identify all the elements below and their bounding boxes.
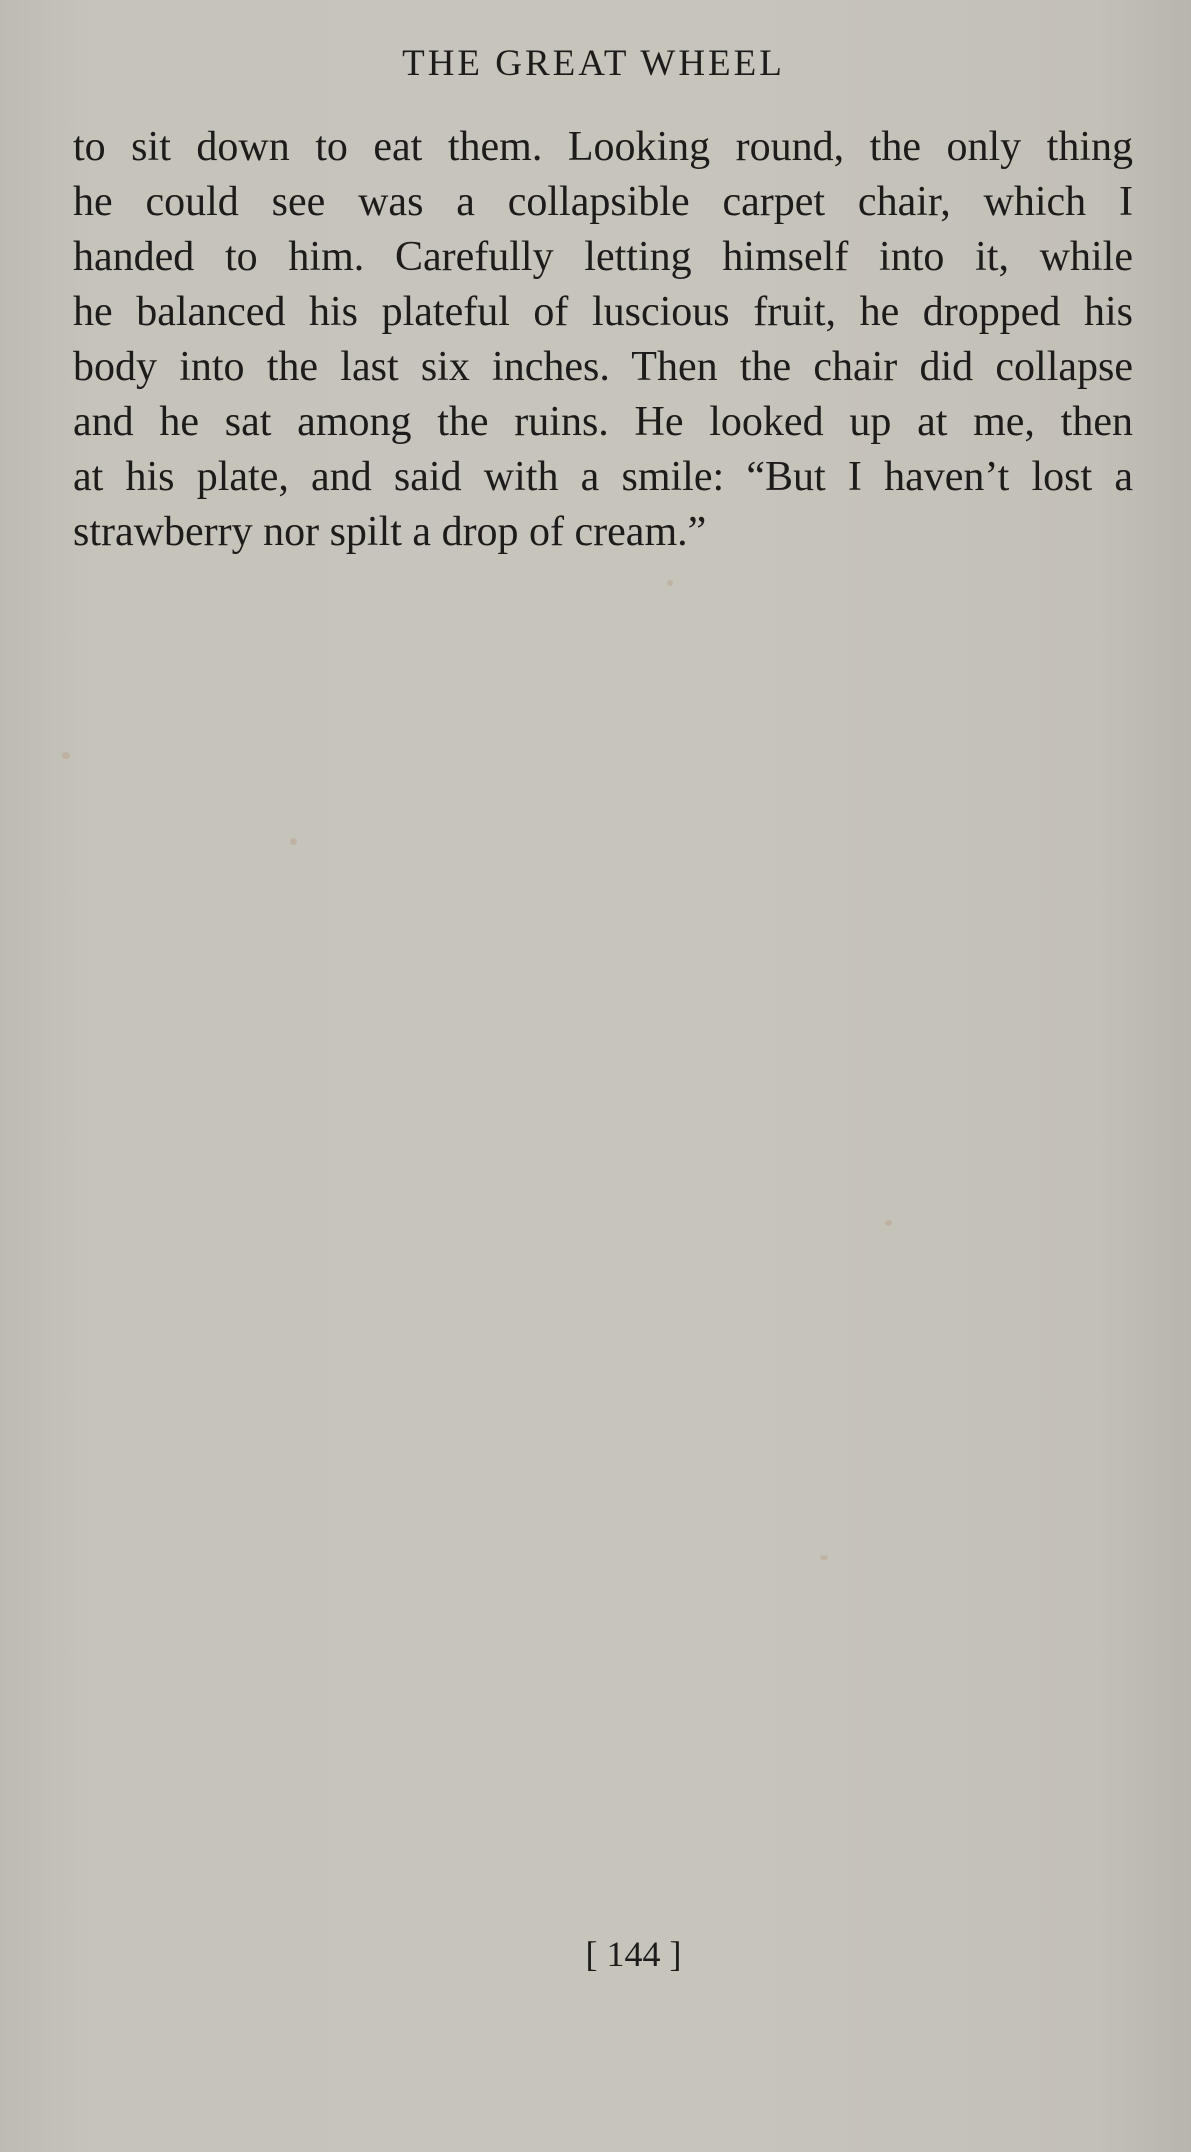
text-line: to sit down to eat them. Looking round, the only thing xyxy=(73,124,1133,170)
text-line: at his plate, and said with a smile: “But I haven’t lost a xyxy=(73,454,1133,500)
text-line: he could see was a collapsible carpet chair, which I xyxy=(73,179,1133,225)
paper-speck xyxy=(667,580,673,586)
paper-speck xyxy=(290,838,297,845)
text-line: body into the last six inches. Then the chair did collapse xyxy=(73,344,1133,390)
text-line: handed to him. Carefully letting himself into it, while xyxy=(73,234,1133,280)
text-line: and he sat among the ruins. He looked up at me, then xyxy=(73,399,1133,445)
paper-speck xyxy=(62,752,70,759)
page-number: [ 144 ] xyxy=(585,1934,682,1974)
running-head: THE GREAT WHEEL xyxy=(402,43,785,84)
paper-speck xyxy=(820,1555,828,1560)
body-text xyxy=(73,120,1133,560)
paper-speck xyxy=(885,1220,892,1226)
text-line: he balanced his plateful of luscious fruit, he dropped his xyxy=(73,289,1133,335)
text-line: strawberry nor spilt a drop of cream.” xyxy=(73,509,707,555)
